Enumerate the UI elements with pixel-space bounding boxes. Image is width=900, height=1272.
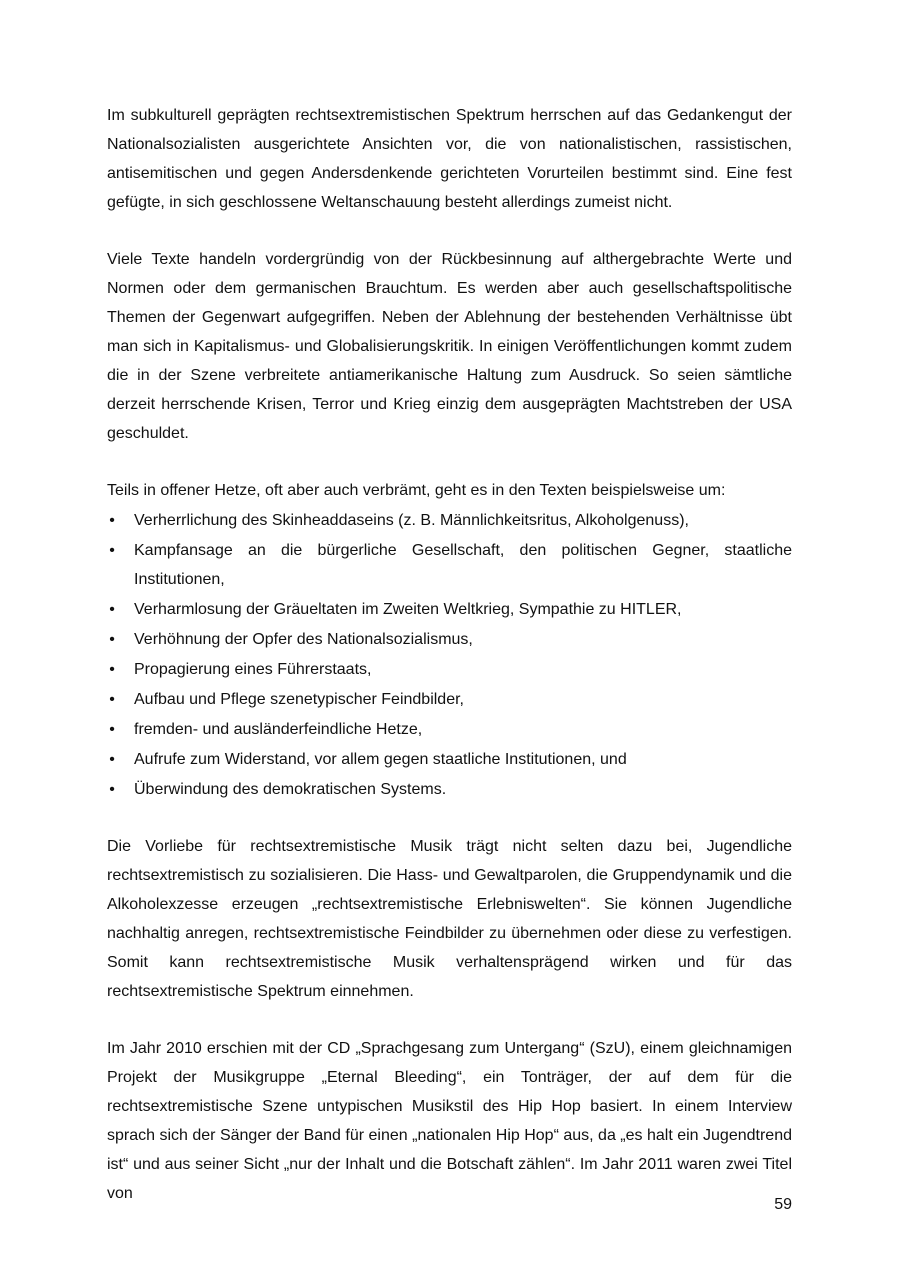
list-item-text: Verhöhnung der Opfer des Nationalsozialismus, — [134, 631, 473, 648]
bullet-icon: • — [109, 751, 115, 768]
page-number: 59 — [774, 1196, 792, 1213]
bullet-icon: • — [109, 781, 115, 798]
paragraph-3-intro: Teils in offener Hetze, oft aber auch verbrämt, geht es in den Texten beispielsweise um: — [107, 482, 726, 499]
paragraph-4: Die Vorliebe für rechtsextremistische Musik trägt nicht selten dazu bei, Jugendliche rechtsextremistisch zu sozialisieren. Die Hass- und Gewaltparolen, die Gruppendynamik und die Alkoholexzesse erzeugen „rechtsextremistische Erlebniswelten“. Sie können Jugendliche nachhaltig anregen, rechtsextremistische Feindbilder zu übernehmen oder diese zu verfestigen. Somit kann rechtsextremistische Musik verhaltensprägend wirken und für das rechtsextremistische Spektrum einnehmen. — [107, 838, 792, 1000]
bullet-icon: • — [109, 601, 115, 618]
list-item — [107, 506, 792, 535]
list-item — [107, 655, 792, 684]
bullet-icon: • — [109, 512, 115, 529]
list-item-text: fremden- und ausländerfeindliche Hetze, — [134, 721, 423, 738]
document-body — [107, 101, 792, 1208]
paragraph-5: Im Jahr 2010 erschien mit der CD „Sprachgesang zum Untergang“ (SzU), einem gleichnamigen Projekt der Musikgruppe „Eternal Bleeding“, ein Tonträger, der auf dem für die rechtsextremistische Szene untypischen Musikstil des Hip Hop basiert. In einem Interview sprach sich der Sänger der Band für einen „nationalen Hip Hop“ aus, da „es halt ein Jugendtrend ist“ und aus seiner Sicht „nur der Inhalt und die Botschaft zählen“. Im Jahr 2011 waren zwei Titel von — [107, 1040, 792, 1202]
bullet-icon: • — [109, 542, 115, 559]
paragraph-2: Viele Texte handeln vordergründig von der Rückbesinnung auf althergebrachte Werte und Normen oder dem germanischen Brauchtum. Es werden aber auch gesellschaftspolitische Themen der Gegenwart aufgegriffen. Neben der Ablehnung der bestehenden Verhältnisse übt man sich in Kapitalismus- und Globalisierungskritik. In einigen Veröffentlichungen kommt zudem die in der Szene verbreitete antiamerikanische Haltung zum Ausdruck. So seien sämtliche derzeit herrschende Krisen, Terror und Krieg einzig dem ausgeprägten Machtstreben der USA geschuldet. — [107, 251, 792, 442]
bullet-icon: • — [109, 691, 115, 708]
list-item — [107, 775, 792, 804]
list-item-text: Verharmlosung der Gräueltaten im Zweiten Weltkrieg, Sympathie zu HITLER, — [134, 601, 682, 618]
list-item-text: Verherrlichung des Skinheaddaseins (z. B. Männlichkeitsritus, Alkoholgenuss), — [134, 512, 689, 529]
list-item — [107, 625, 792, 654]
list-item — [107, 536, 792, 594]
list-item-text: Überwindung des demokratischen Systems. — [134, 781, 447, 798]
list-item-text: Kampfansage an die bürgerliche Gesellschaft, den politischen Gegner, staatliche Institutionen, — [134, 542, 792, 588]
list-item — [107, 685, 792, 714]
list-item — [107, 745, 792, 774]
list-item-text: Aufbau und Pflege szenetypischer Feindbilder, — [134, 691, 464, 708]
paragraph-1: Im subkulturell geprägten rechtsextremistischen Spektrum herrschen auf das Gedankengut der Nationalsozialisten ausgerichtete Ansichten vor, die von nationalistischen, rassistischen, antisemitischen und gegen Andersdenkende gerichteten Vorurteilen bestimmt sind. Eine fest gefügte, in sich geschlossene Weltanschauung besteht allerdings zumeist nicht. — [107, 107, 792, 211]
bullet-icon: • — [109, 631, 115, 648]
list-item — [107, 595, 792, 624]
bullet-icon: • — [109, 721, 115, 738]
list-item-text: Propagierung eines Führerstaats, — [134, 661, 372, 678]
bullet-list — [107, 506, 792, 804]
list-item-text: Aufrufe zum Widerstand, vor allem gegen staatliche Institutionen, und — [134, 751, 627, 768]
bullet-icon: • — [109, 661, 115, 678]
list-item — [107, 715, 792, 744]
